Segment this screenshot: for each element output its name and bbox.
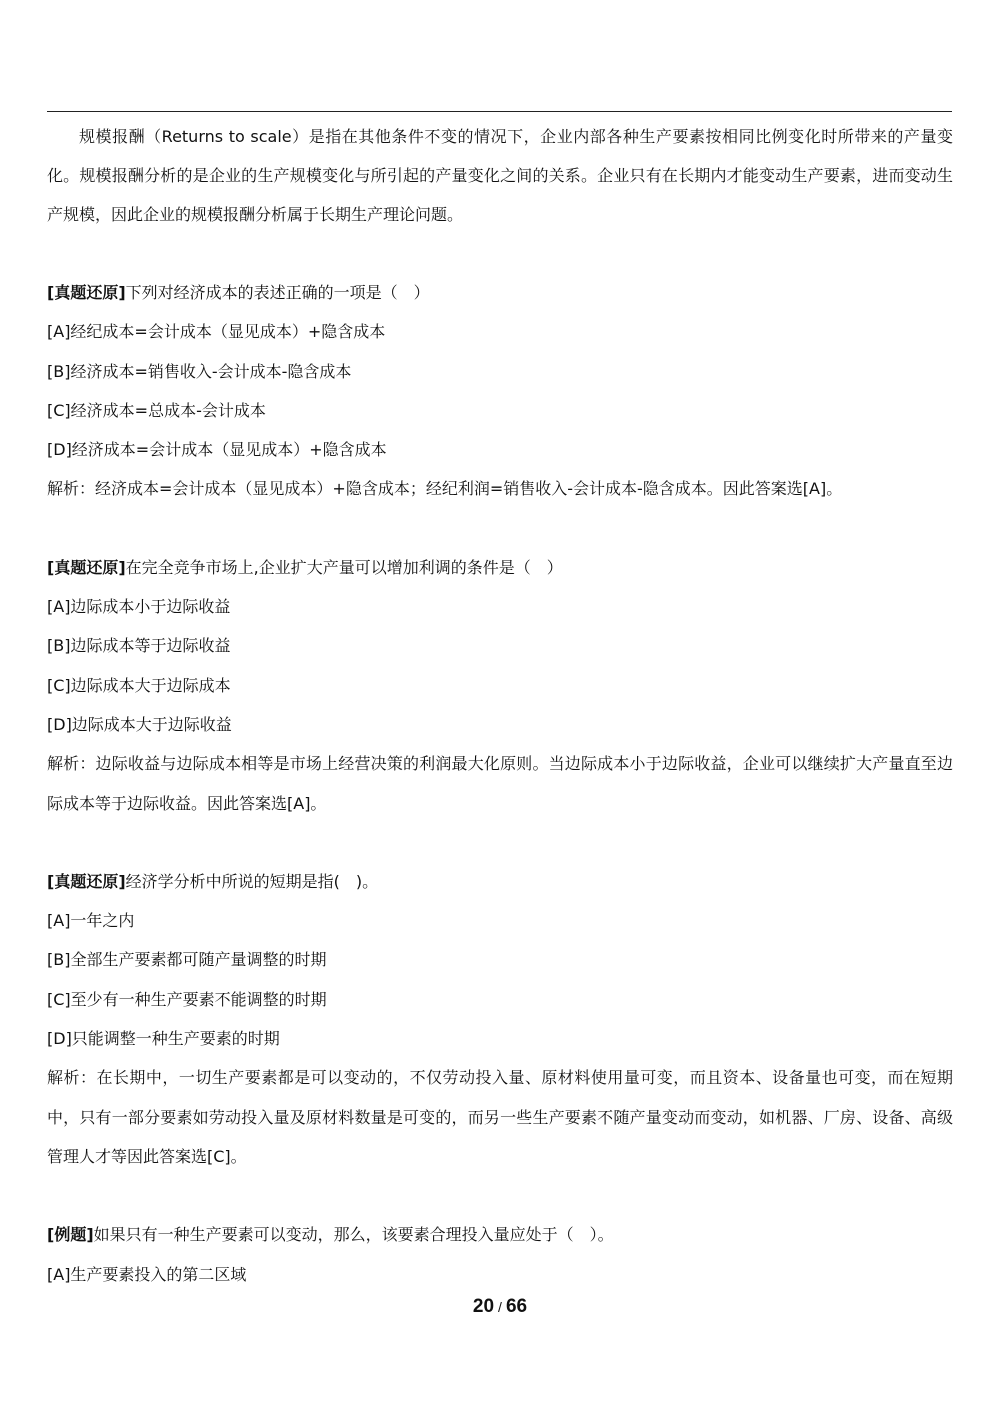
header-rule (47, 111, 952, 112)
option-d: [D]边际成本大于边际收益 (47, 714, 232, 734)
option-a: [A]生产要素投入的第二区域 (47, 1264, 247, 1284)
question-stem (47, 273, 953, 312)
analysis-text: 解析：边际收益与边际成本相等是市场上经营决策的利润最大化原则。当边际成本小于边际收益，企业可以继续扩大产量直至边际成本等于边际收益。因此答案选[A]。 (47, 754, 953, 813)
analysis-text: 解析：在长期中，一切生产要素都是可以变动的，不仅劳动投入量、原材料使用量可变，而且资本、设备量也可变，而在短期中，只有一部分要素如劳动投入量及原材料数量是可变的，而另一些生产要素不随产量变动而变动，如机器、厂房、设备、高级管理人才等因此答案选[C]。 (47, 1068, 953, 1166)
current-page: 20 (472, 1296, 495, 1317)
question-block-2 (47, 548, 953, 823)
question-tag: [真题还原] (47, 871, 126, 891)
question-tag: [真题还原] (47, 283, 126, 302)
option-a: [A]一年之内 (47, 911, 135, 931)
option-c: [C]至少有一种生产要素不能调整的时期 (47, 989, 327, 1009)
total-pages: 66 (505, 1296, 528, 1317)
option-a: [A]经纪成本=会计成本（显见成本）+隐含成本 (47, 322, 386, 342)
page-separator: / (498, 1299, 502, 1315)
option-d: [D]经济成本=会计成本（显见成本）+隐含成本 (47, 440, 387, 460)
option-b: [B]全部生产要素都可随产量调整的时期 (47, 950, 327, 970)
question-block-3 (47, 862, 953, 1176)
question-stem (47, 1215, 953, 1254)
analysis-text: 解析：经济成本=会计成本（显见成本）+隐含成本；经纪利润=销售收入-会计成本-隐含成本。因此答案选[A]。 (47, 479, 843, 499)
question-block-4 (47, 1215, 953, 1294)
question-text: 经济学分析中所说的短期是指( )。 (125, 871, 379, 891)
question-stem (47, 548, 953, 587)
question-text: 如果只有一种生产要素可以变动，那么，该要素合理投入量应处于（ ）。 (93, 1225, 614, 1245)
option-c: [C]边际成本大于边际成本 (47, 675, 231, 695)
option-c: [C]经济成本=总成本-会计成本 (47, 400, 266, 420)
option-d: [D]只能调整一种生产要素的时期 (47, 1029, 280, 1049)
page-number (0, 1296, 1000, 1318)
page-content (47, 117, 953, 1294)
option-b: [B]边际成本等于边际收益 (47, 636, 231, 656)
question-block-1 (47, 273, 953, 509)
option-a: [A]边际成本小于边际收益 (47, 597, 231, 617)
intro-paragraph: 规模报酬（Returns to scale）是指在其他条件不变的情况下，企业内部各种生产要素按相同比例变化时所带来的产量变化。规模报酬分析的是企业的生产规模变化与所引起的产量变化之间的关系。企业只有在长期内才能变动生产要素，进而变动生产规模，因此企业的规模报酬分析属于长期生产理论问题。 (47, 127, 953, 224)
question-stem (47, 862, 953, 901)
question-text: 下列对经济成本的表述正确的一项是（ ） (125, 283, 430, 302)
question-tag: [例题] (47, 1225, 94, 1245)
question-text: 在完全竞争市场上,企业扩大产量可以增加利调的条件是（ ） (125, 557, 563, 577)
option-b: [B]经济成本=销售收入-会计成本-隐含成本 (47, 361, 352, 381)
question-tag: [真题还原] (47, 557, 126, 577)
